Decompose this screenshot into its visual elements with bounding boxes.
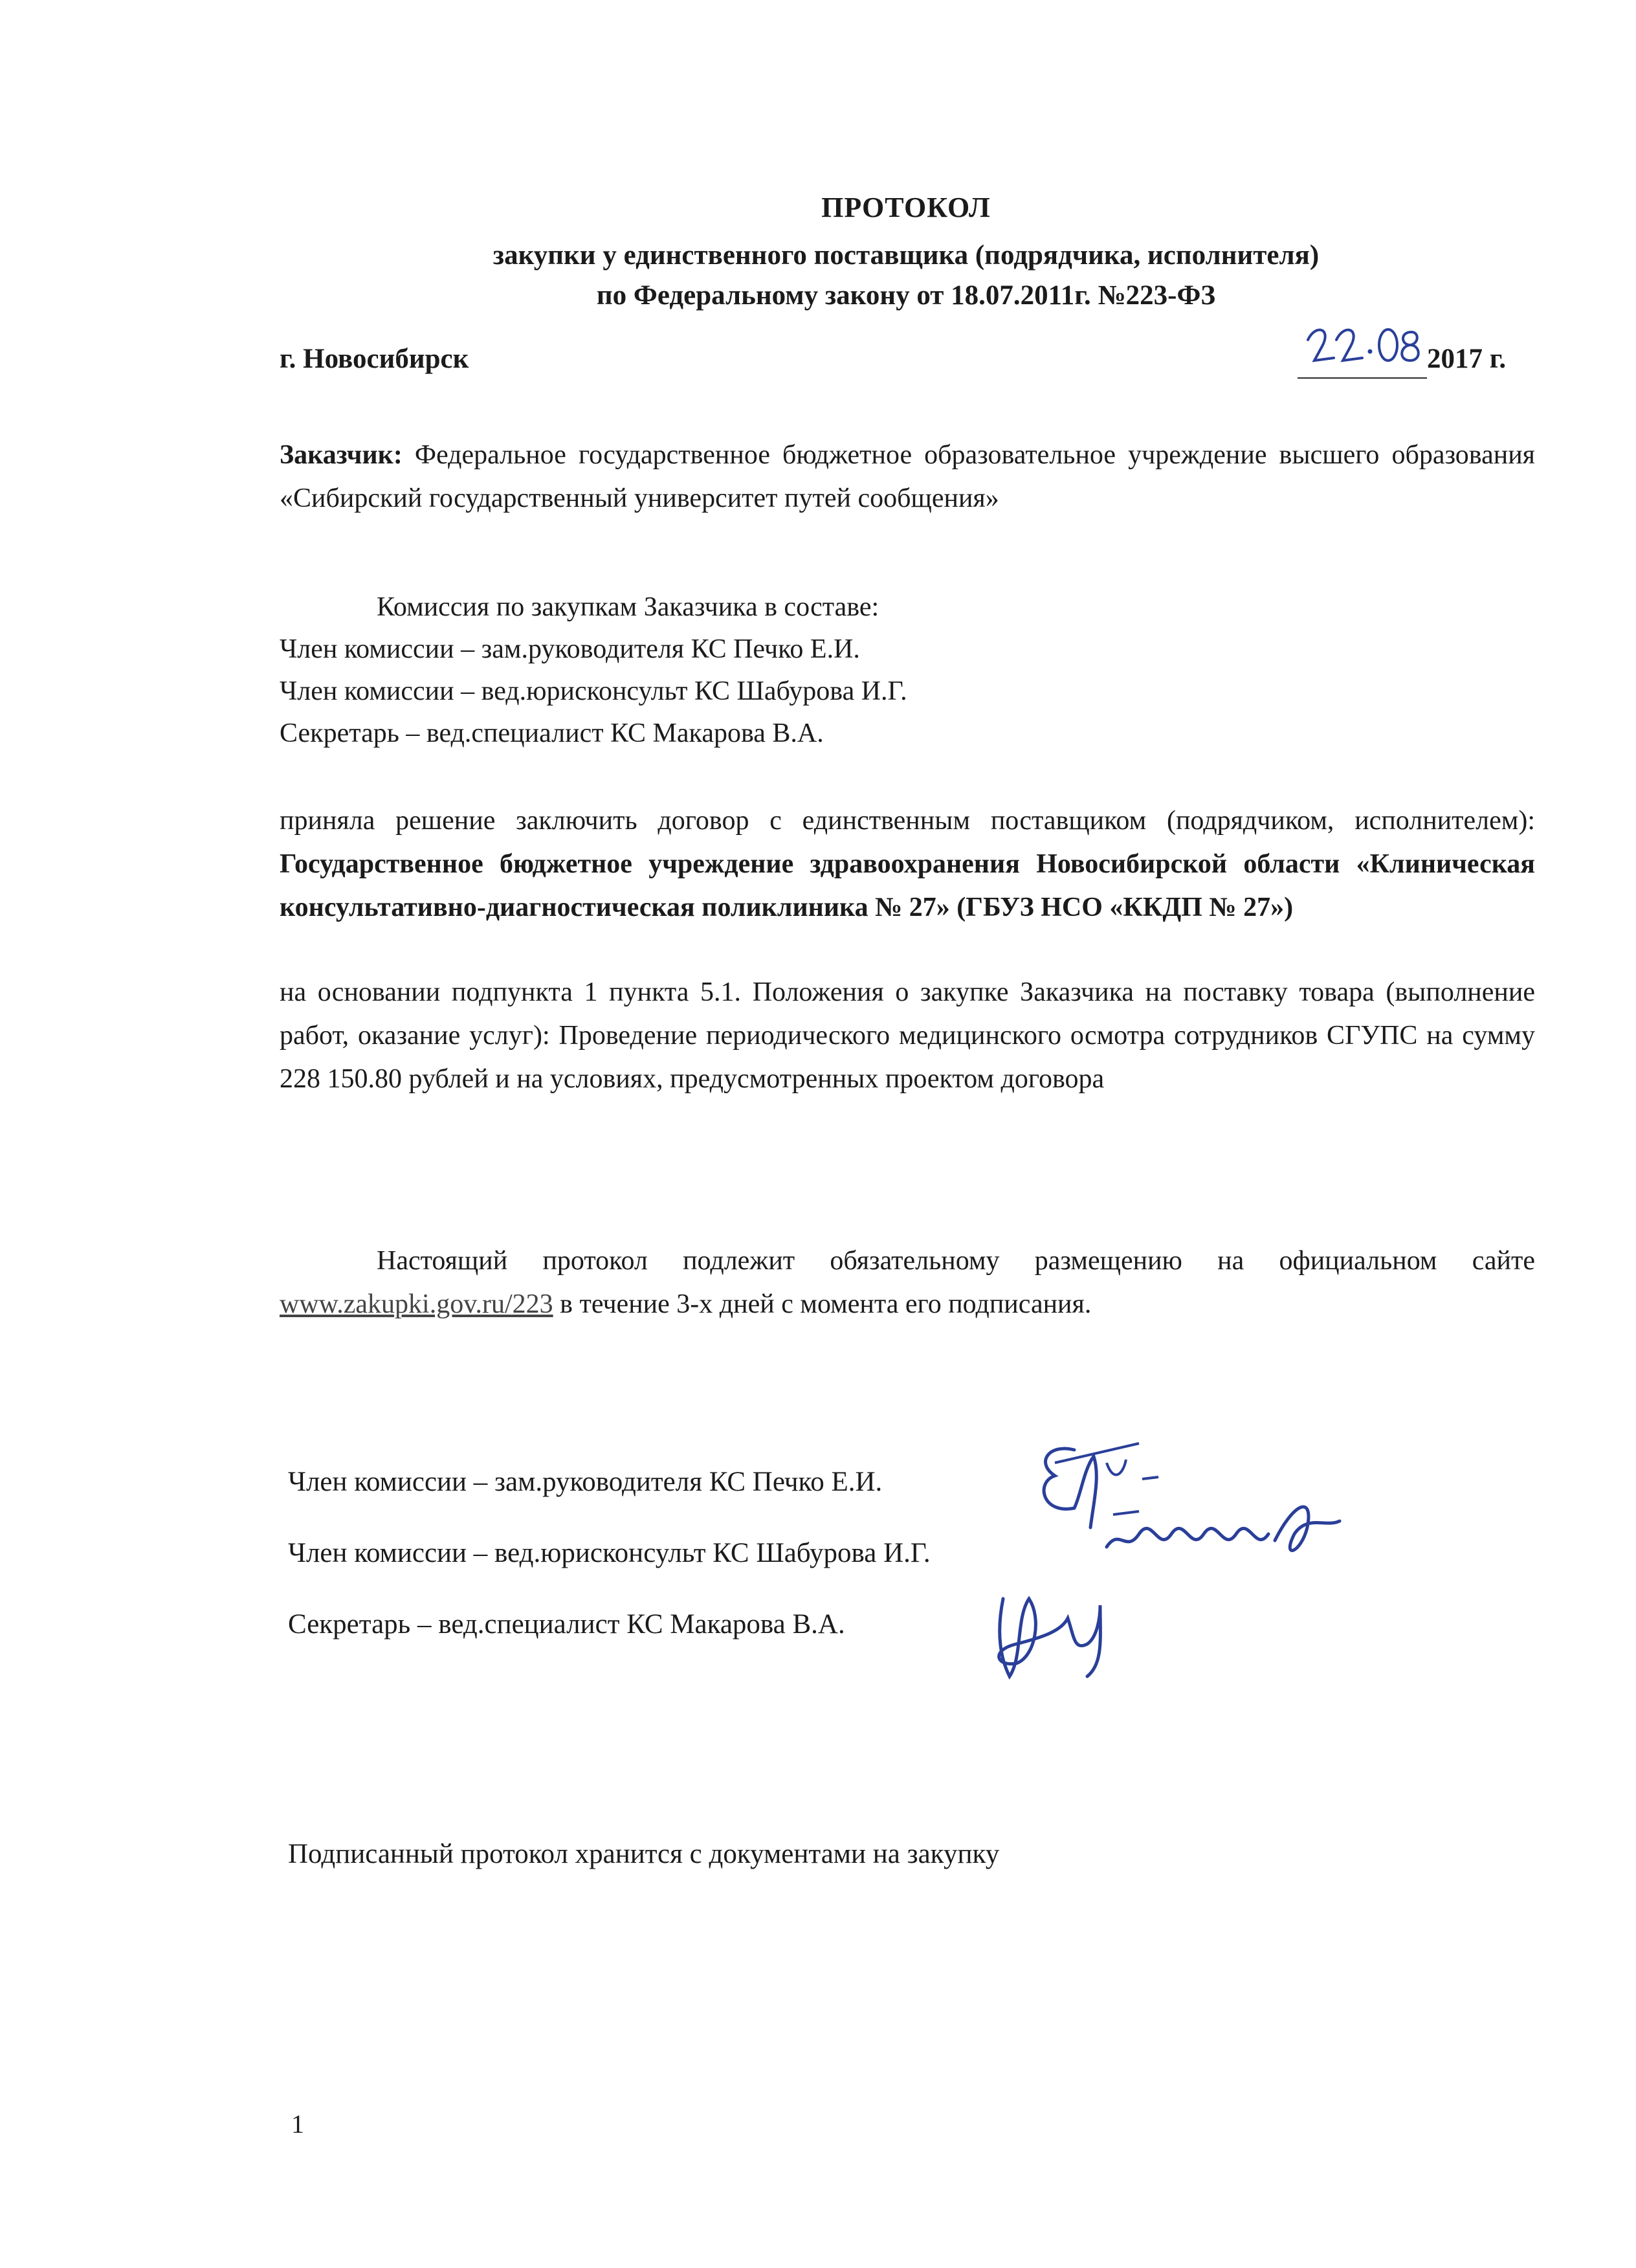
document-title: ПРОТОКОЛ bbox=[821, 192, 991, 223]
customer-label: Заказчик: bbox=[280, 440, 403, 470]
signature-line-shaburova: Член комиссии – вед.юрисконсульт КС Шабурова И.Г. bbox=[288, 1538, 931, 1568]
signature-makarova bbox=[977, 1579, 1126, 1683]
commission-intro: Комиссия по закупкам Заказчика в составе: bbox=[377, 592, 879, 622]
document-date bbox=[1298, 320, 1531, 379]
basis-paragraph: на основании подпункта 1 пункта 5.1. Положения о закупке Заказчика на поставку товара (выполнение работ, оказание услуг): Проведение периодического медицинского осмотра сотрудников СГУПС на сумму 228 150.80 рублей и на условиях, предусмотренных проектом договора bbox=[280, 977, 1535, 1094]
decision-text: приняла решение заключить договор с единственным поставщиком (подрядчиком, исполнителем): bbox=[280, 806, 1535, 836]
law-reference: по Федеральному закону от 18.07.2011г. №223-ФЗ bbox=[596, 280, 1216, 311]
commission-secretary: Секретарь – вед.специалист КС Макарова В.А. bbox=[280, 718, 824, 748]
zakupki-link[interactable]: www.zakupki.gov.ru/223 bbox=[280, 1289, 553, 1319]
publication-text-end: в течение 3-х дней с момента его подписания. bbox=[553, 1289, 1092, 1319]
signature-line-makarova: Секретарь – вед.специалист КС Макарова В.А. bbox=[288, 1609, 845, 1640]
signature-line-pechko: Член комиссии – зам.руководителя КС Печко Е.И. bbox=[288, 1467, 883, 1497]
customer-text: Федеральное государственное бюджетное образовательное учреждение высшего образования «Сибирский государственный университет путей сообщения» bbox=[280, 440, 1535, 513]
footer-note: Подписанный протокол хранится с документами на закупку bbox=[288, 1839, 1000, 1869]
handwritten-date bbox=[1298, 320, 1427, 379]
publication-paragraph bbox=[280, 1240, 1535, 1326]
commission-member: Член комиссии – зам.руководителя КС Печко Е.И. bbox=[280, 634, 860, 664]
supplier-name: Государственное бюджетное учреждение здравоохранения Новосибирской области «Клиническая консультативно-диагностическая поликлиника № 27» (ГБУЗ НСО «ККДП № 27») bbox=[280, 849, 1535, 922]
document-subtitle: закупки у единственного поставщика (подрядчика, исполнителя) bbox=[492, 240, 1320, 271]
customer-paragraph bbox=[280, 434, 1535, 520]
signature-shaburova bbox=[1100, 1489, 1346, 1579]
decision-paragraph bbox=[280, 799, 1535, 929]
date-year: 2017 г. bbox=[1427, 344, 1507, 374]
city: г. Новосибирск bbox=[280, 344, 469, 374]
publication-text: Настоящий протокол подлежит обязательному размещению на официальном сайте bbox=[377, 1246, 1535, 1276]
page-number: 1 bbox=[291, 2109, 304, 2139]
commission-member: Член комиссии – вед.юрисконсульт КС Шабурова И.Г. bbox=[280, 676, 907, 706]
